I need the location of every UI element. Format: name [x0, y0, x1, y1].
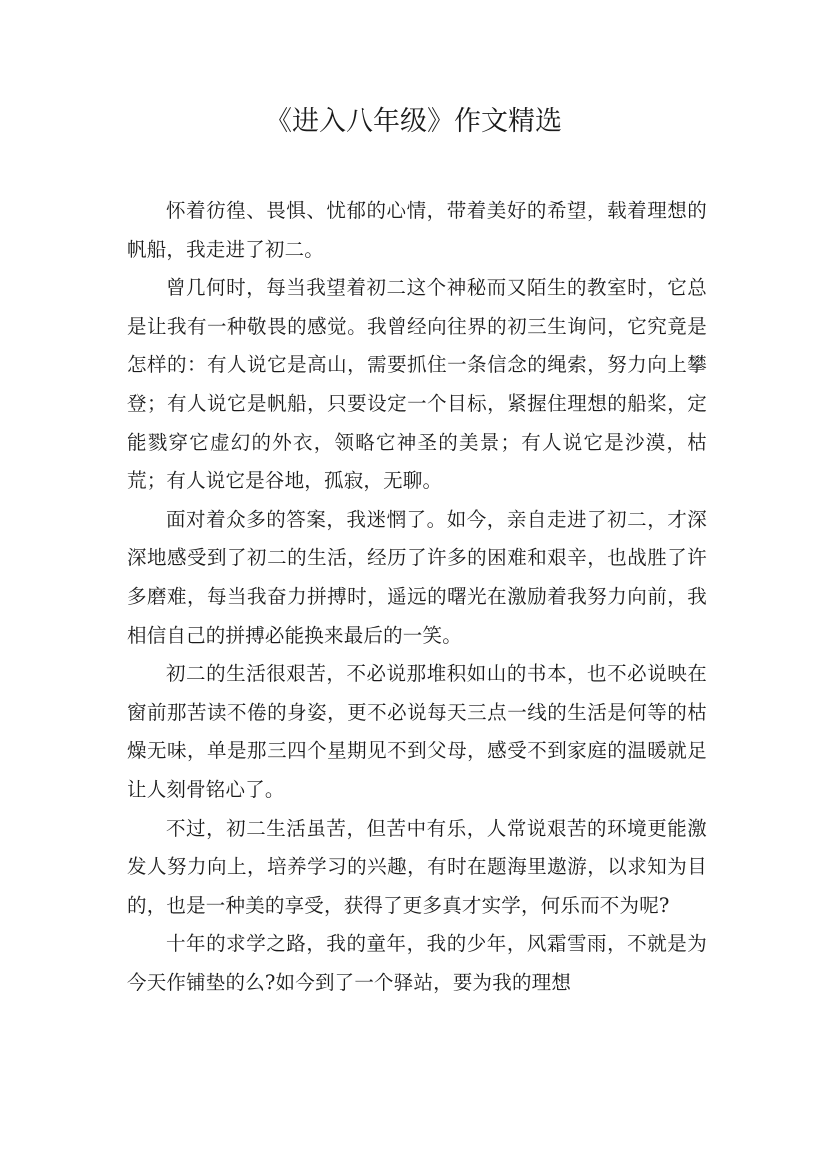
paragraph: 十年的求学之路，我的童年，我的少年，风霜雪雨，不就是为今天作铺垫的么?如今到了一个驿站，要为我的理想	[127, 932, 707, 994]
paragraph: 曾几何时，每当我望着初二这个神秘而又陌生的教室时，它总是让我有一种敬畏的感觉。我曾经向往界的初三生询问，它究竟是怎样的：有人说它是高山，需要抓住一条信念的绳索，努力向上攀登；有人说它是帆船，只要设定一个目标，紧握住理想的船桨，定能戮穿它虚幻的外衣，领略它神圣的美景；有人说它是沙漠，枯荒；有人说它是谷地，孤寂，无聊。	[127, 276, 707, 493]
paragraph: 怀着彷徨、畏惧、忧郁的心情，带着美好的希望，载着理想的帆船，我走进了初二。	[127, 199, 707, 261]
paragraph: 初二的生活很艰苦，不必说那堆积如山的书本，也不必说映在窗前那苦读不倦的身姿，更不必说每天三点一线的生活是何等的枯燥无味，单是那三四个星期见不到父母，感受不到家庭的温暖就足让人刻骨铭心了。	[127, 662, 707, 801]
paragraph: 面对着众多的答案，我迷惘了。如今，亲自走进了初二，才深深地感受到了初二的生活，经历了许多的困难和艰辛，也战胜了许多磨难，每当我奋力拼搏时，遥远的曙光在激励着我努力向前，我相信自己的拼搏必能换来最后的一笑。	[127, 507, 707, 647]
paragraph: 不过，初二生活虽苦，但苦中有乐，人常说艰苦的环境更能激发人努力向上，培养学习的兴趣，有时在题海里遨游，以求知为目的，也是一种美的享受，获得了更多真才实学，何乐而不为呢?	[127, 816, 707, 917]
document-body	[127, 192, 707, 1002]
document-title: 《进入八年级》作文精选	[265, 106, 562, 137]
